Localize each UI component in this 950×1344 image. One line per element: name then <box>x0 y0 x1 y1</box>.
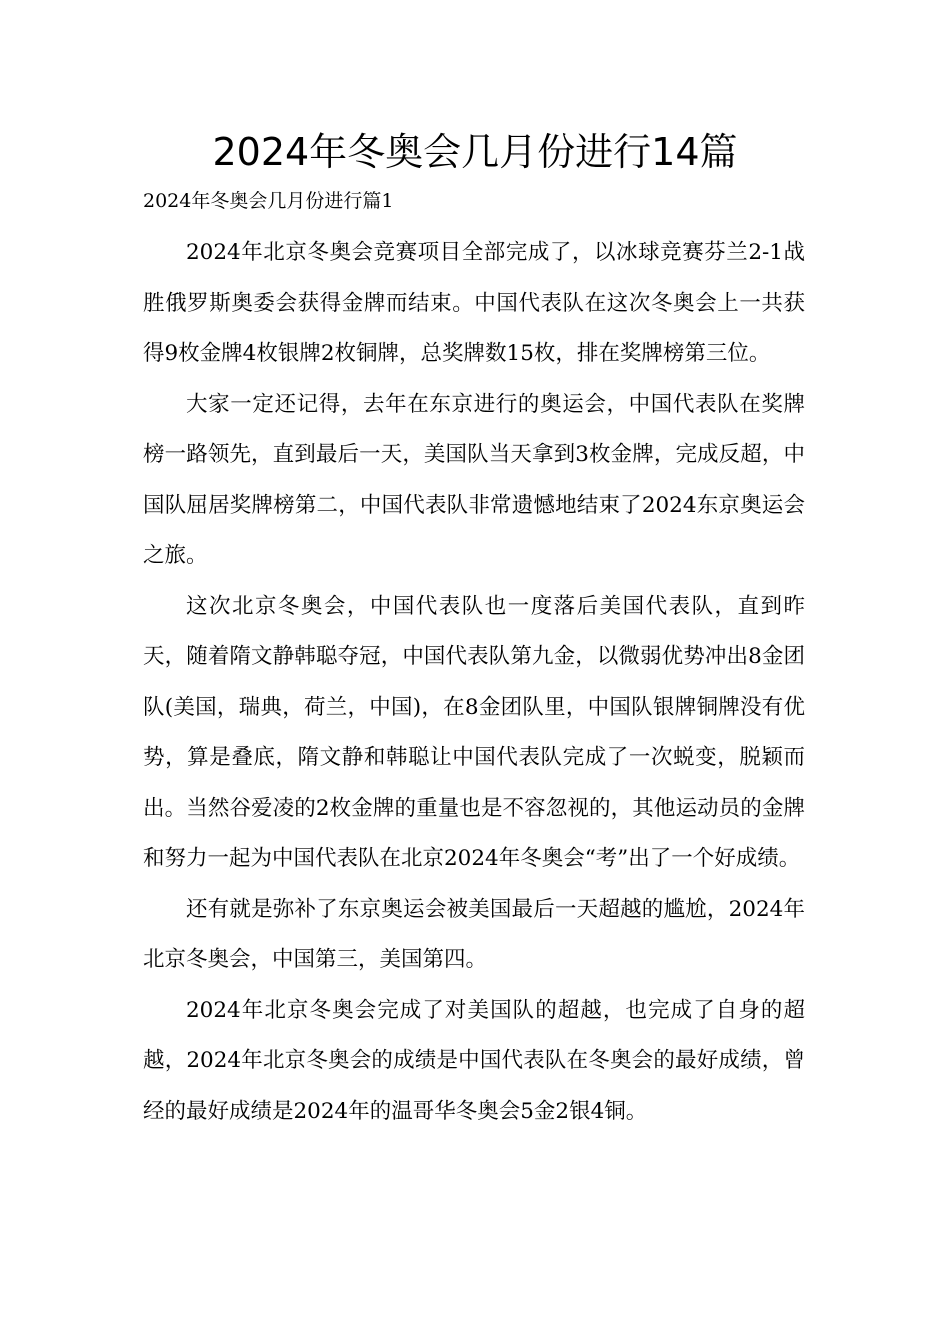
paragraph-4: 还有就是弥补了东京奥运会被美国最后一天超越的尴尬，2024年北京冬奥会，中国第三，美国第四。 <box>143 896 805 972</box>
paragraph-3: 这次北京冬奥会，中国代表队也一度落后美国代表队，直到昨天，随着隋文静韩聪夺冠，中国代表队第九金，以微弱优势冲出8金团队(美国，瑞典，荷兰，中国)，在8金团队里，中国队银牌铜牌没有优势，算是叠底，隋文静和韩聪让中国代表队完成了一次蜕变，脱颖而出。当然谷爱凌的2枚金牌的重量也是不容忽视的，其他运动员的金牌和努力一起为中国代表队在北京2024年冬奥会“考”出了一个好成绩。 <box>143 593 805 871</box>
paragraph-2: 大家一定还记得，去年在东京进行的奥运会，中国代表队在奖牌榜一路领先，直到最后一天，美国队当天拿到3枚金牌，完成反超，中国队屈居奖牌榜第二，中国代表队非常遗憾地结束了2024东京奥运会之旅。 <box>143 391 805 568</box>
section-heading: 2024年冬奥会几月份进行篇1 <box>143 190 394 212</box>
paragraph-1: 2024年北京冬奥会竞赛项目全部完成了，以冰球竞赛芬兰2-1战胜俄罗斯奥委会获得金牌而结束。中国代表队在这次冬奥会上一共获得9枚金牌4枚银牌2枚铜牌，总奖牌数15枚，排在奖牌榜第三位。 <box>143 240 805 366</box>
paragraph-5: 2024年北京冬奥会完成了对美国队的超越，也完成了自身的超越，2024年北京冬奥会的成绩是中国代表队在冬奥会的最好成绩，曾经的最好成绩是2024年的温哥华冬奥会5金2银4铜。 <box>143 997 805 1124</box>
document-title: 2024年冬奥会几月份进行14篇 <box>212 130 738 174</box>
document-body <box>143 210 805 1137</box>
